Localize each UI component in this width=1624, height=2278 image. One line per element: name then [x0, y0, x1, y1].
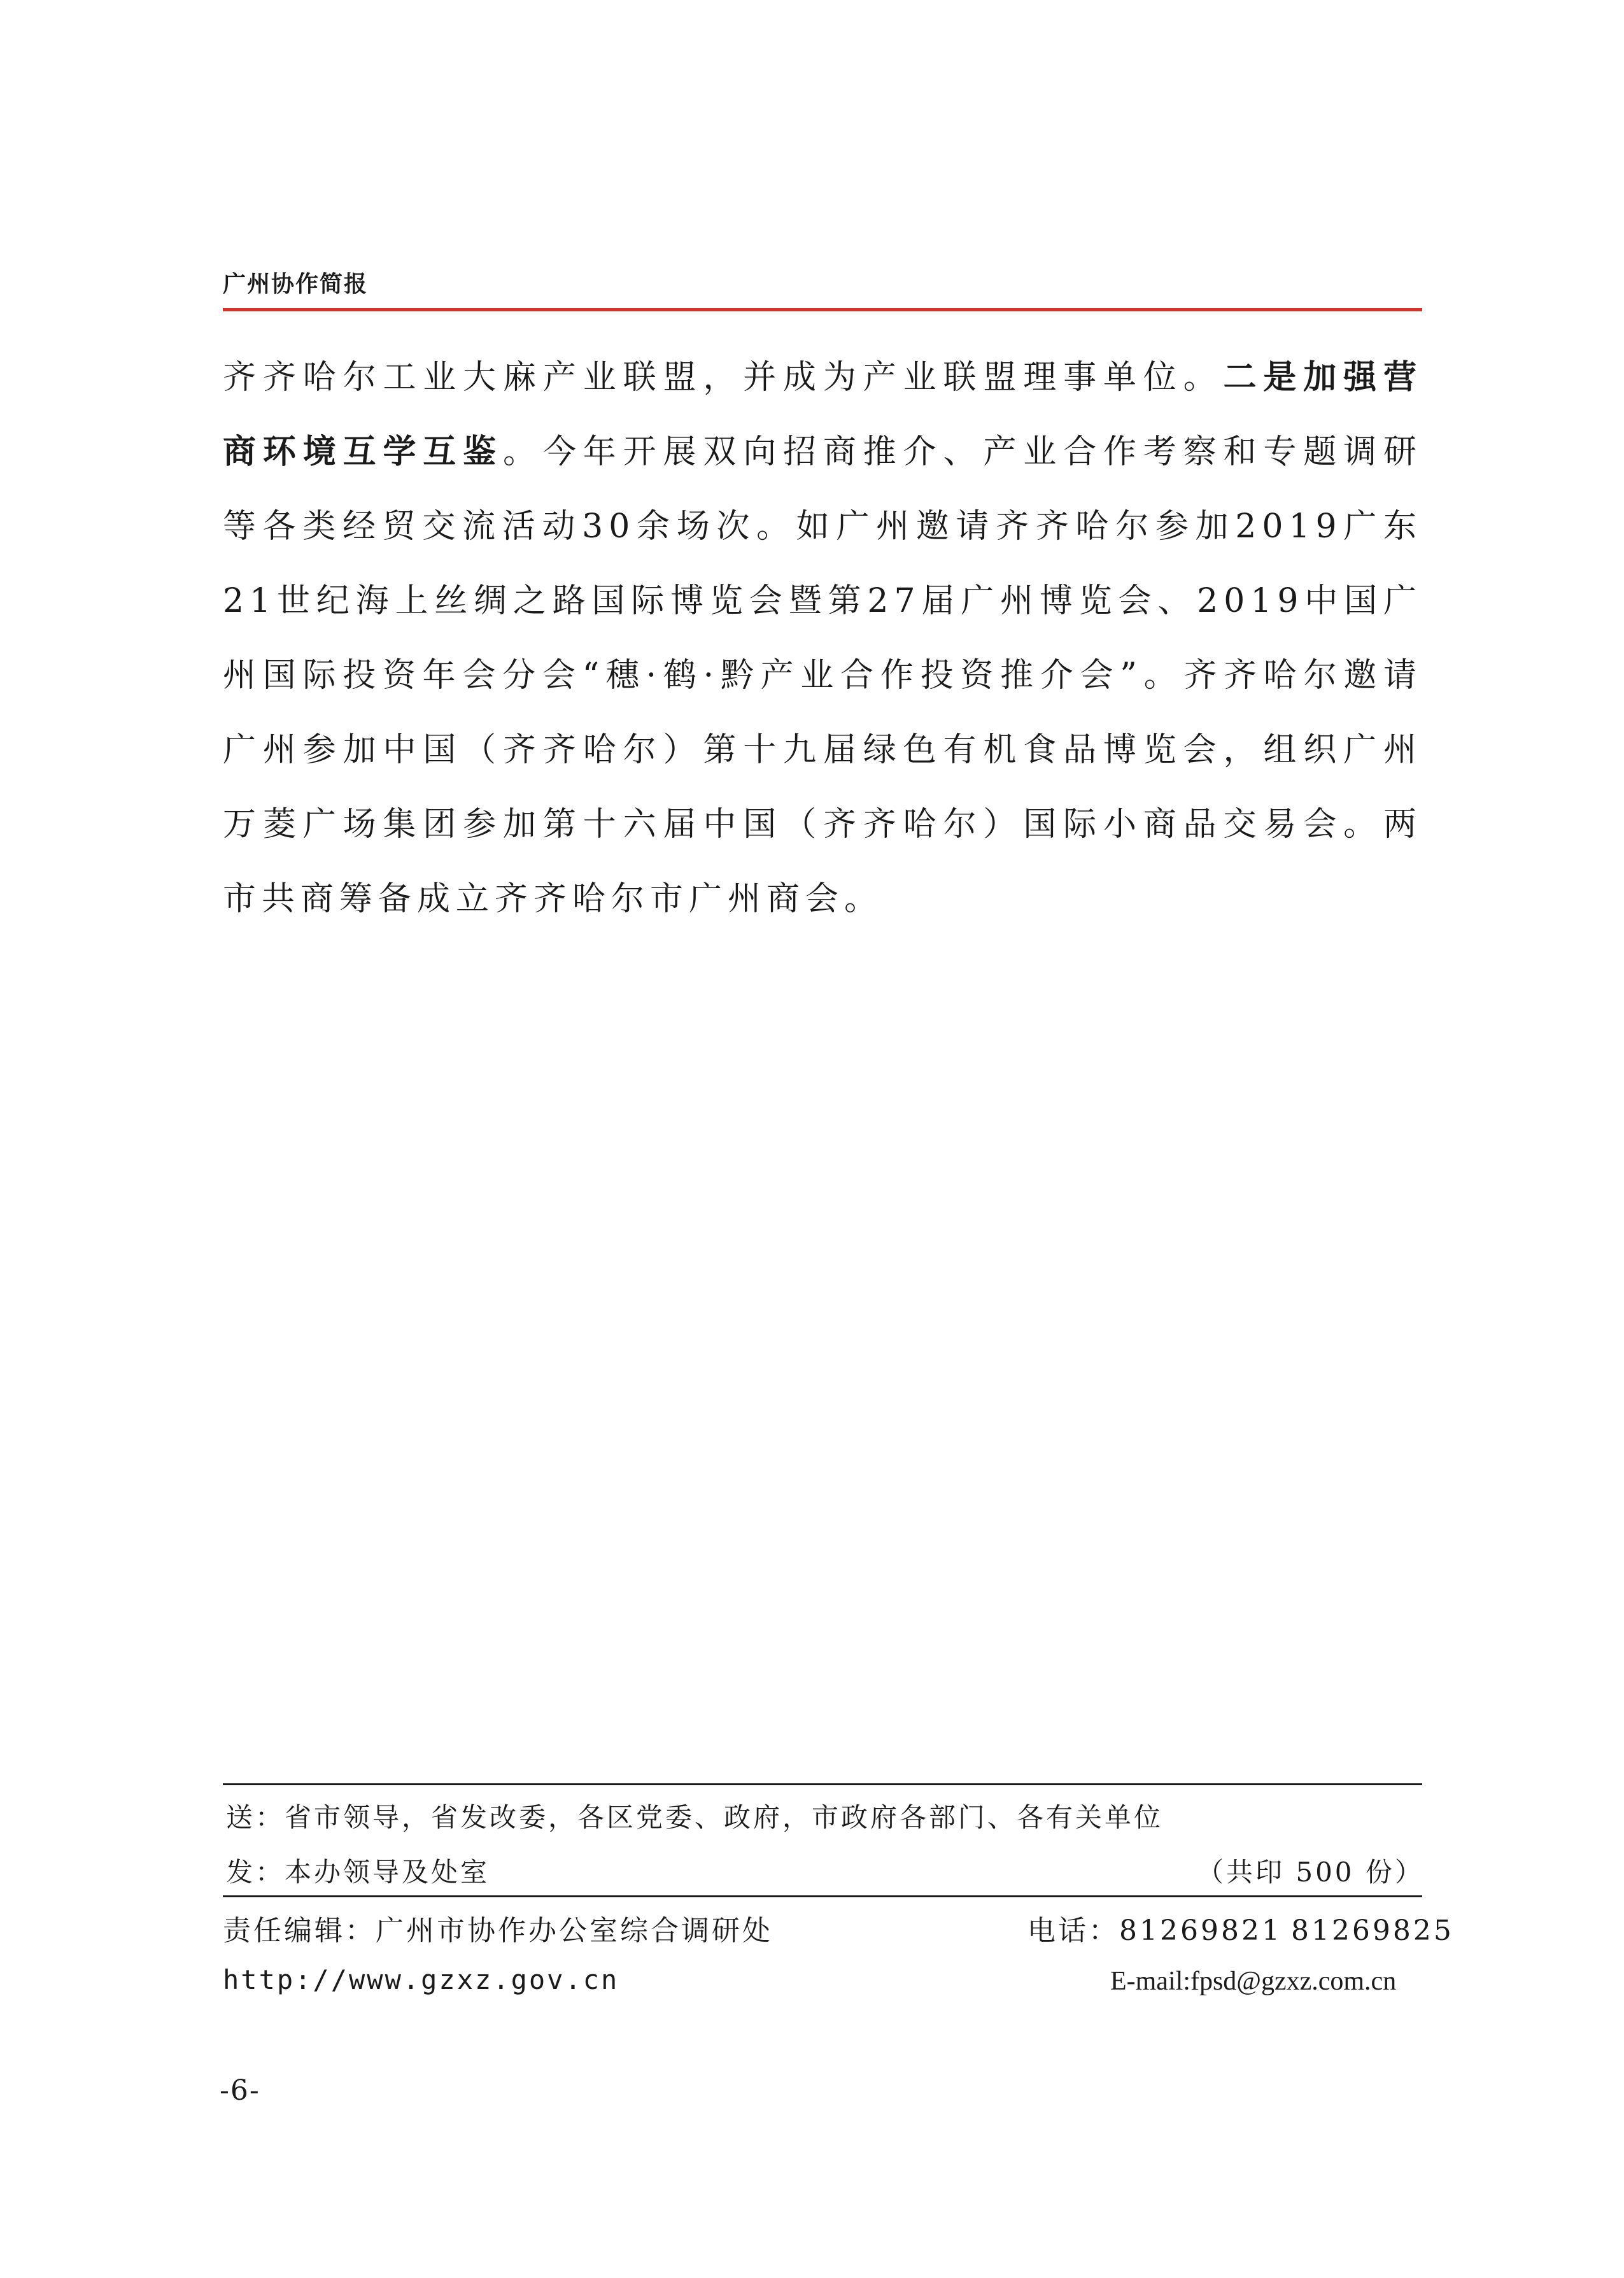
header-red-rule	[223, 308, 1422, 311]
issue-to-line: 发：本办领导及处室	[226, 1857, 490, 1888]
send-to-line: 送：省市领导，省发改委，各区党委、政府，市政府各部门、各有关单位	[226, 1802, 1164, 1833]
print-count: （共印 500 份）	[1197, 1857, 1424, 1888]
phone-number-1: 81269821	[1119, 1914, 1282, 1947]
paragraph-rest: 。今年开展双向招商推介、产业合作考察和专题调研等各类经贸交流活动30余场次。如广州邀请齐齐哈尔参加2019广东21世纪海上丝绸之路国际博览会暨第27届广州博览会、2019中国广州国际投资年会分会“穗·鹤·黔产业合作投资推介会”。齐齐哈尔邀请广州参加中国（齐齐哈尔）第十九届绿色有机食品博览会，组织广州万菱广场集团参加第十六届中国（齐齐哈尔）国际小商品交易会。两市共商筹备成立齐齐哈尔市广州商会。	[223, 433, 1422, 918]
phone-line	[1027, 1907, 1454, 1948]
email-link[interactable]: E-mail:fpsd@gzxz.com.cn	[1110, 1967, 1397, 1996]
body-paragraph	[223, 341, 1422, 937]
responsible-editor: 责任编辑：广州市协作办公室综合调研处	[223, 1914, 773, 1947]
website-link[interactable]: http://www.gzxz.gov.cn	[223, 1964, 619, 1995]
body-text	[223, 341, 1422, 937]
page-number: -6-	[220, 2074, 260, 2107]
header-title: 广州协作简报	[223, 271, 369, 297]
paragraph-lead: 齐齐哈尔工业大麻产业联盟，并成为产业联盟理事单位。	[223, 358, 1224, 397]
footer-rule-middle	[223, 1895, 1422, 1897]
footer-rule-top	[223, 1783, 1422, 1785]
phone-label: 电话：	[1027, 1914, 1119, 1947]
paragraph-bold-heading: 二是加强营商环境互学互鉴	[223, 358, 1422, 471]
phone-number-2: 81269825	[1290, 1914, 1454, 1947]
